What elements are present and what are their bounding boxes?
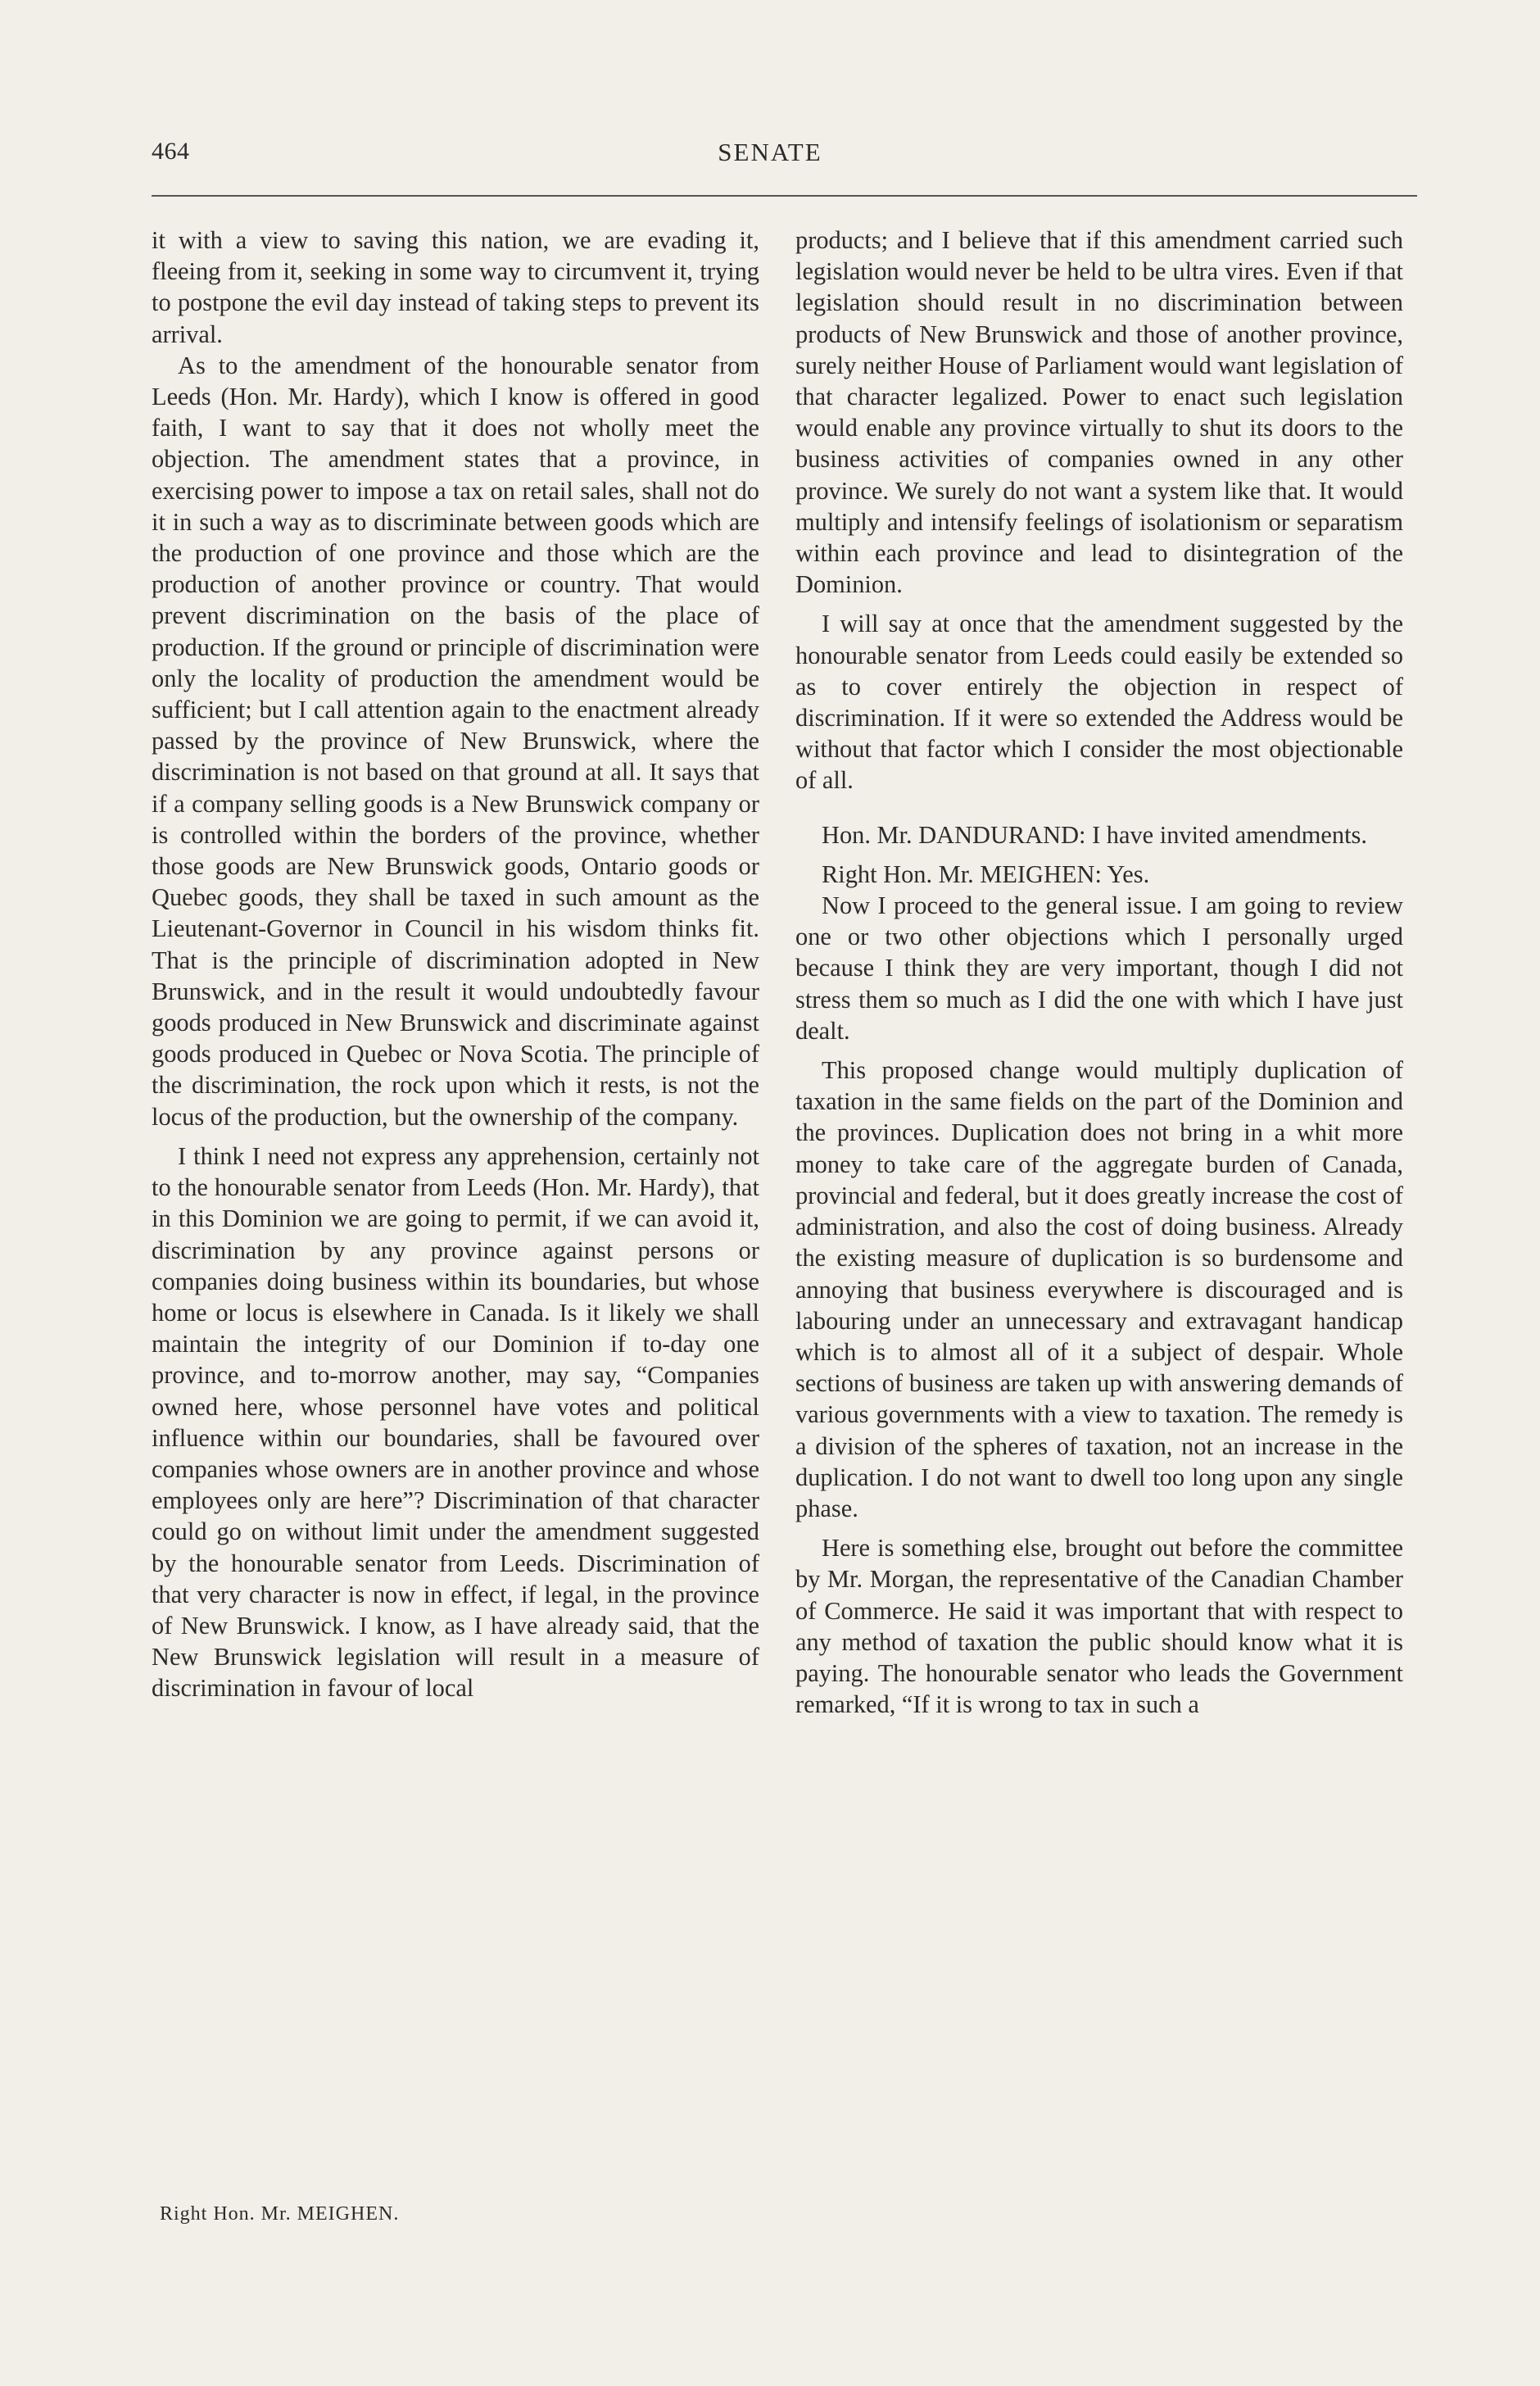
paragraph: I will say at once that the amendment suggested by the honourable senator from Leeds could easily be extended so as to cover entirely the objection in respect of discrimination. If it were so extended the Address would be without that factor which I consider the most objectionable of all. xyxy=(795,610,1403,795)
page-number: 464 xyxy=(152,138,190,165)
speaker-paragraph: Hon. Mr. DANDURAND: I have invited amendments. xyxy=(822,820,1367,849)
left-column xyxy=(152,225,759,1704)
paragraph: it with a view to saving this nation, we are evading it, fleeing from it, seeking in some way to circumvent it, trying to postpone the evil day instead of taking steps to prevent its arrival. xyxy=(152,226,759,348)
paragraph: This proposed change would multiply duplication of taxation in the same fields on the part of the Dominion and the provinces. Duplication does not bring in a whit more money to take care of the aggregate burden of Canada, provincial and federal, but it does greatly increase the cost of administration, and also the cost of doing business. Already the existing measure of duplication is so burdensome and annoying that business everywhere is discouraged and is labouring under an unnecessary and extravagant handicap which is to almost all of it a subject of despair. Whole sections of business are taken up with answering demands of various governments with a view to taxation. The remedy is a division of the spheres of taxation, not an increase in the duplication. I do not want to dwell too long upon any single phase. xyxy=(795,1056,1403,1522)
footer-speaker-line: Right Hon. Mr. MEIGHEN. xyxy=(160,2203,400,2225)
right-column xyxy=(795,225,1403,1720)
paragraph: As to the amendment of the honourable senator from Leeds (Hon. Mr. Hardy), which I know is offered in good faith, I want to say that it does not wholly meet the objection. The amendment states that a province, in exercising power to impose a tax on retail sales, shall not do it in such a way as to discriminate between goods which are the production of one province and those which are the production of another province or country. That would prevent discrimination on the basis of the place of production. If the ground or principle of discrimination were only the locality of production the amendment would be sufficient; but I call attention again to the enactment already passed by the province of New Brunswick, where the discrimination is not based on that ground at all. It says that if a company selling goods is a New Brunswick company or is controlled within the borders of the province, whether those goods are New Brunswick goods, Ontario goods or Quebec goods, they shall be taxed in such amount as the Lieutenant-Governor in Council in his wisdom thinks fit. That is the principle of discrimination adopted in New Brunswick, and in the result it would undoubtedly favour goods produced in New Brunswick and discriminate against goods produced in Quebec or Nova Scotia. The principle of the discrimination, the rock upon which it rests, is not the locus of the production, but the ownership of the company. xyxy=(152,351,759,1131)
speaker-paragraph: Right Hon. Mr. MEIGHEN: Yes. xyxy=(822,860,1150,888)
paragraph: Here is something else, brought out before the committee by Mr. Morgan, the representative of the Canadian Chamber of Commerce. He said it was important that with respect to any method of taxation the public should know what it is paying. The honourable senator who leads the Government remarked, “If it is wrong to tax in such a xyxy=(795,1534,1403,1719)
paragraph: Now I proceed to the general issue. I am going to review one or two other objections which I personally urged because I think they are very important, though I did not stress them so much as I did the one with which I have just dealt. xyxy=(795,891,1403,1045)
paragraph: products; and I believe that if this amendment carried such legislation would never be held to be ultra vires. Even if that legislation should result in no discrimination between products of New Brunswick and those of another province, surely neither House of Parliament would want legislation of that character legalized. Power to enact such legislation would enable any province virtually to shut its doors to the business activities of companies owned in any other province. We surely do not want a system like that. It would multiply and intensify feelings of isolationism or separatism within each province and lead to disintegration of the Dominion. xyxy=(795,226,1403,599)
paragraph: I think I need not express any apprehension, certainly not to the honourable senator from Leeds (Hon. Mr. Hardy), that in this Dominion we are going to permit, if we can avoid it, discrimination by any province against persons or companies doing business within its boundaries, but whose home or locus is elsewhere in Canada. Is it likely we shall maintain the integrity of our Dominion if to-day one province, and to-morrow another, may say, “Companies owned here, whose personnel have votes and political influence within our boundaries, shall be favoured over companies whose owners are in another province and whose employees only are here”? Discrimination of that character could go on without limit under the amendment suggested by the honourable senator from Leeds. Discrimination of that very character is now in effect, if legal, in the province of New Brunswick. I know, as I have already said, that the New Brunswick legislation will result in a measure of discrimination in favour of local xyxy=(152,1141,759,1703)
header-rule xyxy=(152,195,1417,197)
running-head: SENATE xyxy=(718,138,822,166)
